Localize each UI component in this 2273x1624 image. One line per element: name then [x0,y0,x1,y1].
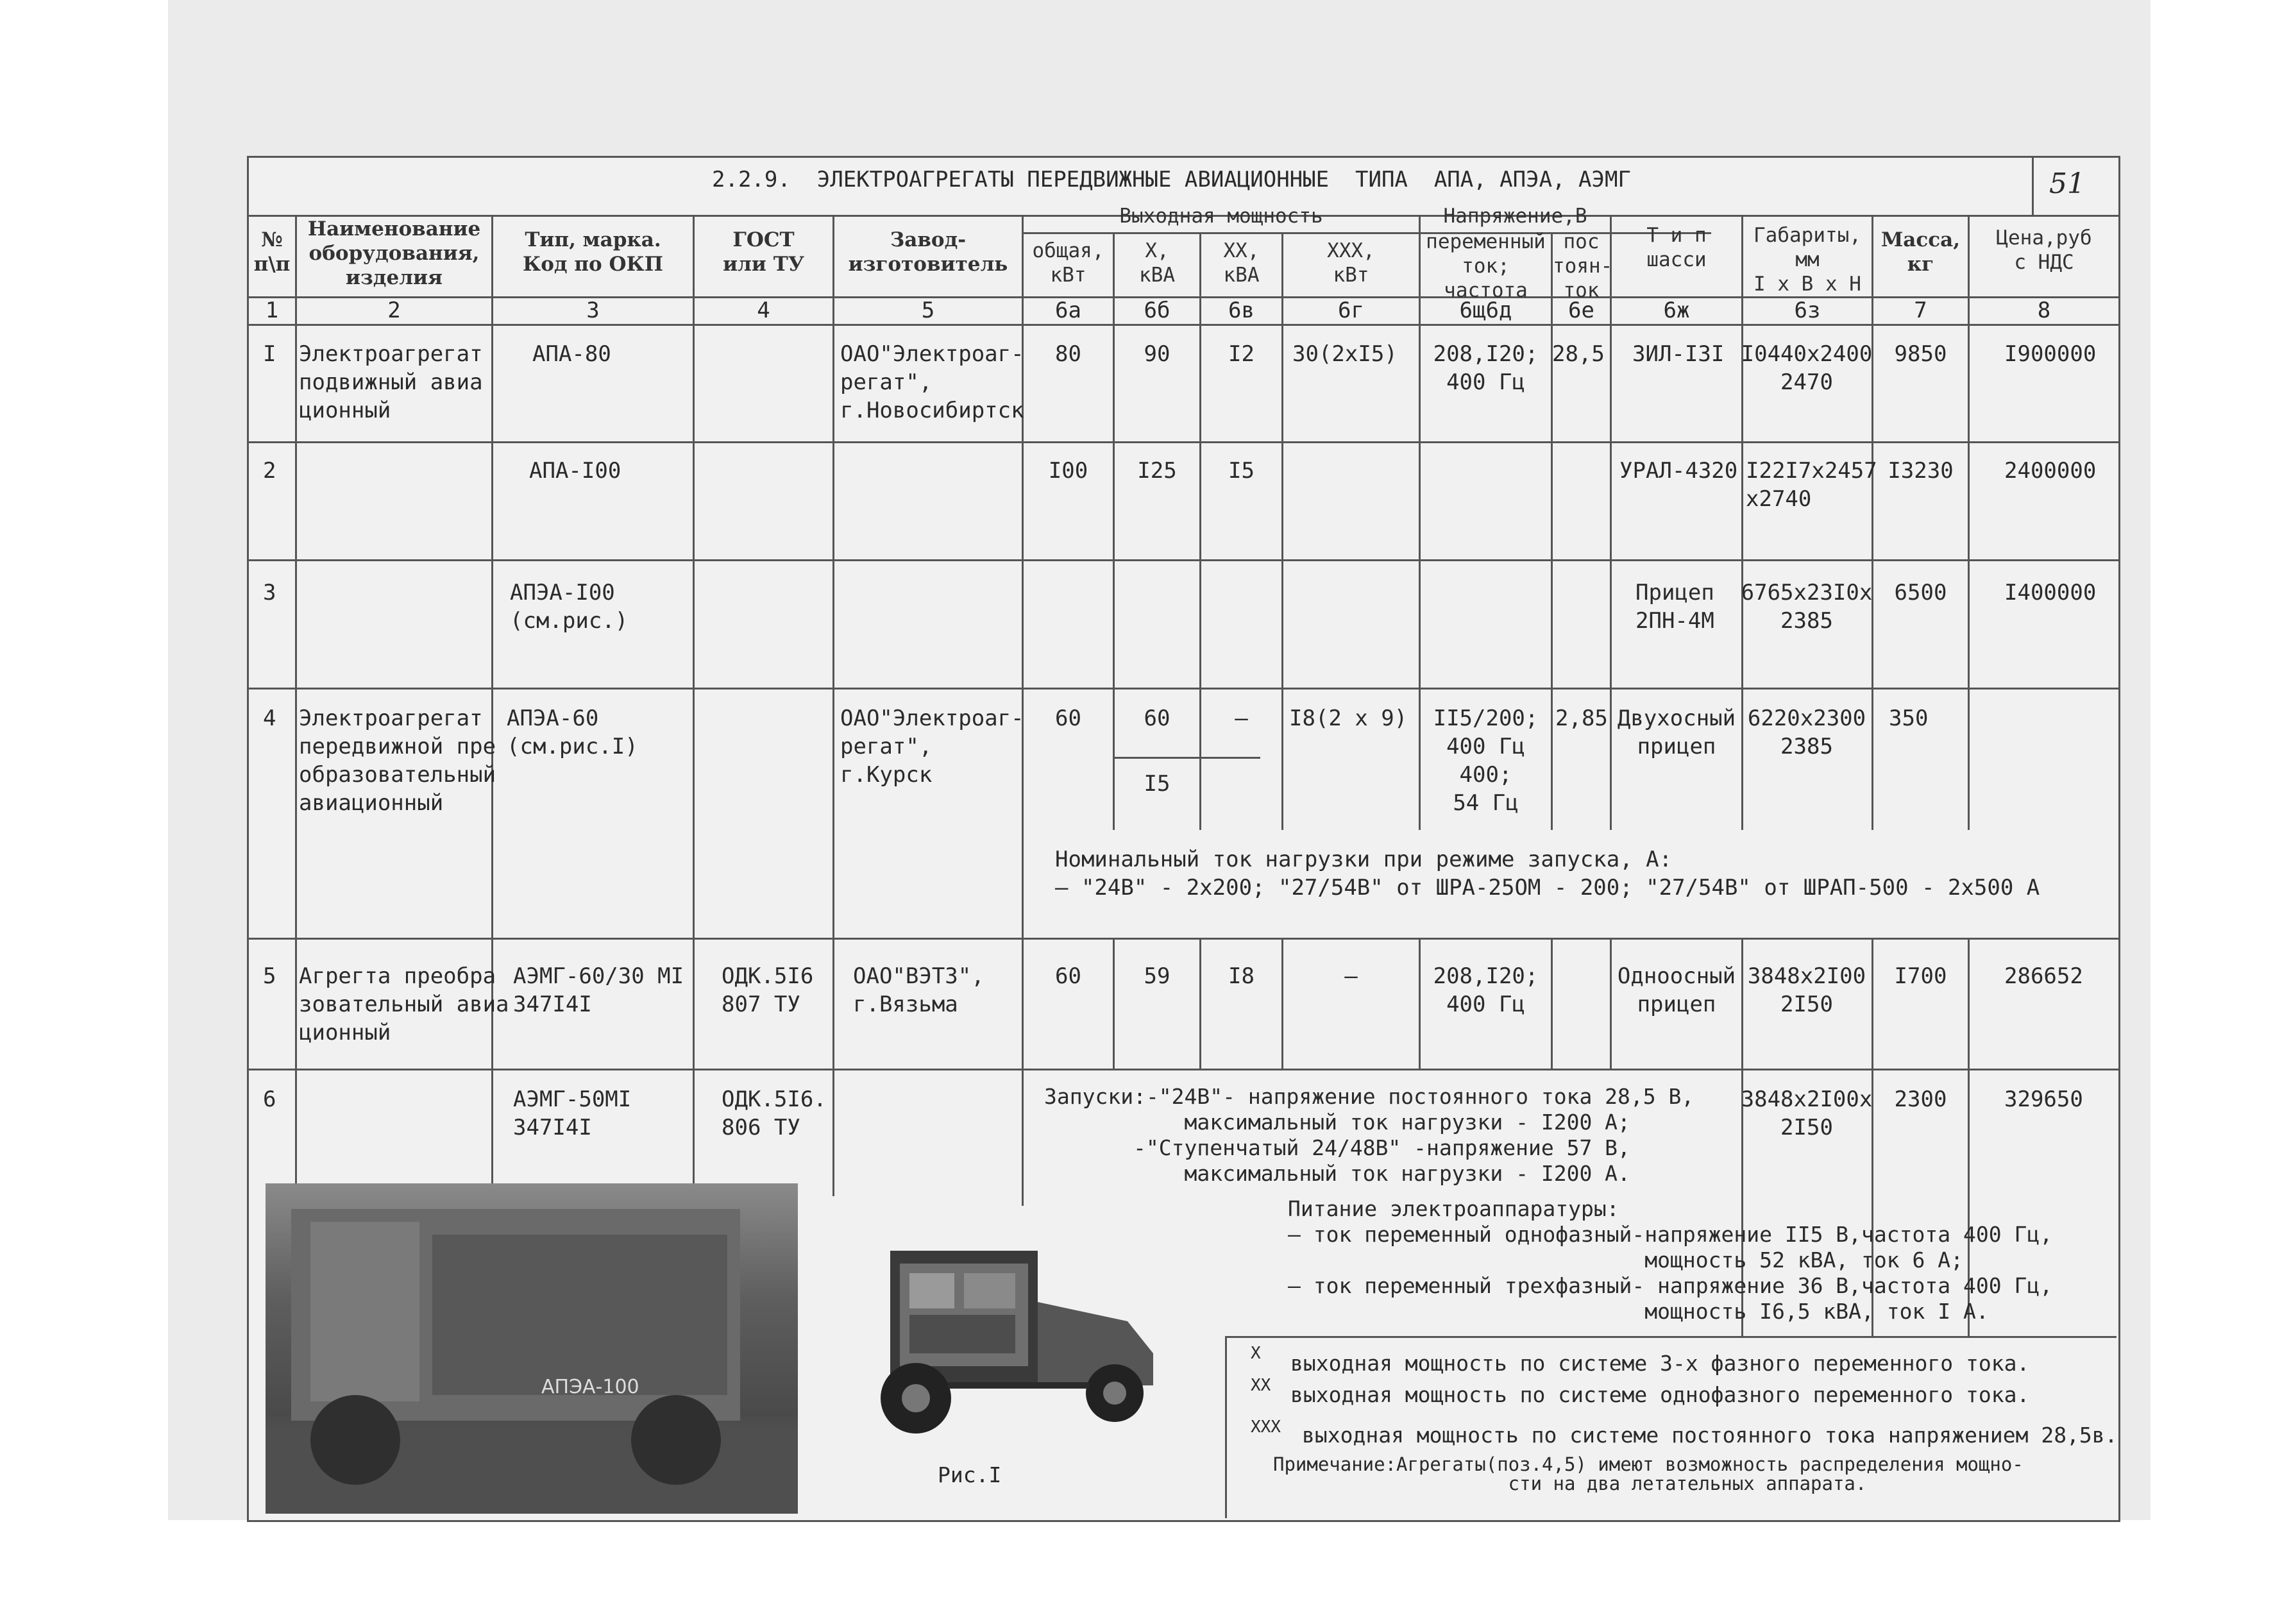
row5-p-x: 59 [1144,963,1170,989]
row5-bottom-line [247,1069,2118,1070]
colnum-6b: 6б [1144,298,1170,323]
notes-left-line [1225,1336,1227,1518]
nominal-current-text: Номинальный ток нагрузки при режиме запуска, А: – "24В" - 2x200; "27/54В" от ШРА-25ОМ - 200; "27/54В" от ШРАП-500 - 2x500 А [1055,847,2040,901]
row5-num: 5 [263,963,276,989]
header-p-xxx: ХХХ, кВт [1327,239,1375,287]
row4-num: 4 [263,706,276,731]
colnum-3: 3 [586,298,600,323]
header-price: Цена,руб с НДС [1996,226,2092,274]
row4-v-dc: 2,85 [1555,706,1608,731]
row4-p-xxx: I8(2 x 9) [1289,706,1408,731]
row3-dims: 6765x23I0x 2385 [1741,580,1873,634]
header-v-ac: переменный ток; частота [1426,230,1546,302]
row5-chassis: Одноосный прицеп [1617,963,1736,1017]
row6-type: АЭМГ-50МI 347I4I [513,1087,632,1140]
row4-maker: ОАО"Электроаг- регат", г.Курск [840,706,1024,788]
colnum-1: 1 [265,298,279,323]
page-number-divider [2032,156,2034,215]
row4-type: АПЭА-60 (см.рис.I) [507,706,638,759]
row4-p-total: 60 [1055,706,1081,731]
page-title: 2.2.9. ЭЛЕКТРОАГРЕГАТЫ ПЕРЕДВИЖНЫЕ АВИАЦИОННЫЕ ТИПА АПА, АПЭА, АЭМГ [712,167,1631,192]
note-xx-text: выходная мощность по системе однофазного переменного тока. [1290,1382,2030,1407]
row1-chassis: ЗИЛ-I3I [1632,341,1725,367]
colnum-6g: 6г [1338,298,1364,323]
header-p-xx: ХХ, кВА [1223,239,1260,287]
row2-type: АПА-I00 [529,458,621,484]
header-gost: ГОСТ или ТУ [723,228,804,276]
row5-type: АЭМГ-60/30 МI 347I4I [513,963,684,1017]
row2-dims: I22I7x2457 x2740 [1746,458,1877,512]
header-v-dc: пос тоян- ток [1553,230,1613,302]
row4-v-ac: II5/200; 400 Гц 400; 54 Гц [1433,706,1539,816]
row4-chassis: Двухосный прицеп [1617,706,1736,759]
row2-num: 2 [263,458,276,484]
vline-4 [832,215,834,1196]
row3-mass: 6500 [1894,580,1947,605]
row5-dims: 3848x2I00 2I50 [1747,963,1866,1017]
row3-chassis: Прицеп 2ПН-4М [1635,580,1714,634]
header-chassis: Т и п шасси [1646,224,1707,271]
colnum-2: 2 [387,298,401,323]
row6-num: 6 [263,1087,276,1112]
colnum-6v: 6в [1228,298,1255,323]
row4-p-xx: – [1235,706,1248,731]
header-maker: Завод- изготовитель [848,228,1008,276]
row5-maker: ОАО"ВЭТЗ", г.Вязьма [853,963,984,1017]
photo-label: АПЭА-100 [541,1376,639,1398]
row1-name: Электроагрегат подвижный авиа ционный [299,341,483,423]
row4-bottom-line [247,938,2118,940]
row6-gost: ОДК.5I6. 806 ТУ [722,1087,827,1140]
row1-maker: ОАО"Электроаг- регат", г.Новосибиртск [840,341,1024,423]
vline-6b [1113,938,1115,1069]
row5-v-ac: 208,I20; 400 Гц [1433,963,1539,1017]
colnum-6a: 6а [1055,298,1081,323]
notes-top-line [1225,1336,2117,1338]
colnum-7: 7 [1914,298,1927,323]
header-type: Тип, марка. Код по ОКП [523,228,663,276]
header-num: № п\п [253,228,291,276]
header-p-x: Х, кВА [1139,239,1175,287]
colnum-6e: 6е [1568,298,1594,323]
figure-vehicle-drawing [845,1225,1179,1443]
colnum-5: 5 [921,298,935,323]
row1-mass: 9850 [1894,341,1947,367]
row1-p-xxx: 30(2xI5) [1292,341,1398,367]
row2-p-total: I00 [1048,458,1088,484]
row4-mass: 350 [1889,706,1929,731]
row6-price: 329650 [2004,1087,2083,1112]
note-xxx-mark: ХХХ [1251,1417,1281,1437]
note-x-text: выходная мощность по системе 3-х фазного переменного тока. [1290,1351,2030,1376]
equipment-photo [266,1183,798,1514]
row4-p-x2: I5 [1144,771,1170,797]
row3-type: АПЭА-I00 (см.рис.) [510,580,629,634]
colnum-6zh: 6ж [1663,298,1690,323]
row1-v-dc: 28,5 [1552,341,1605,367]
vline-1 [295,215,297,1190]
header-power-group: Выходная мощность [1119,205,1323,228]
header-p-total: общая, кВт [1032,239,1104,287]
colnum-6d: 6щ6д [1459,298,1512,323]
row6-dims: 3848x2I00x 2I50 [1741,1087,1873,1140]
header-voltage-group: Напряжение,В [1443,205,1587,228]
row1-bottom-line [247,441,2118,443]
row2-p-x: I25 [1137,458,1177,484]
row6-mass: 2300 [1894,1087,1947,1112]
row2-bottom-line [247,559,2118,561]
row1-p-xx: I2 [1228,341,1255,367]
vline-7b [1199,938,1201,1069]
vline-3 [693,215,695,1190]
row4-dims: 6220x2300 2385 [1747,706,1866,759]
note-xxx-text: выходная мощность по системе постоянного тока напряжением 28,5в. [1302,1423,2118,1448]
row2-p-xx: I5 [1228,458,1255,484]
row5-p-xx: I8 [1228,963,1255,989]
photo-shapes [266,1183,798,1514]
row5-name: Агрегта преобра зовательный авиа ционный [299,963,509,1045]
row5-p-xxx: – [1344,963,1358,989]
note-x-mark: Х [1251,1344,1261,1363]
row1-v-ac: 208,I20; 400 Гц [1433,341,1539,395]
header-mass: Масса, кг [1880,228,1961,276]
row5-mass: I700 [1894,963,1947,989]
launches-text: Запуски:-"24В"- напряжение постоянного тока 28,5 В, максимальный ток нагрузки - I200 А; -"Ступенчатый 24/48В" -напряжение 57 В, максимальный ток нагрузки - I200 А. [1044,1084,1694,1186]
row1-dims: I0440x2400 2470 [1741,341,1873,395]
row2-chassis: УРАЛ-4320 [1619,458,1738,484]
row2-mass: I3230 [1888,458,1954,484]
header-dims: Габариты, мм I x B x H [1753,224,1861,296]
row4-split-line [1113,757,1260,759]
page-number: 51 [2049,167,2085,200]
row5-price: 286652 [2004,963,2083,989]
row1-num: I [263,341,276,367]
header-name: Наименование оборудования, изделия [307,217,481,289]
row1-p-total: 80 [1055,341,1081,367]
figure-caption: Рис.I [938,1462,1002,1487]
note-xx-mark: ХХ [1251,1376,1271,1395]
colnum-6z: 6з [1794,298,1821,323]
row3-price: I400000 [2004,580,2097,605]
colnum-8: 8 [2037,298,2051,323]
vline-10b [1551,938,1553,1069]
row1-type: АПА-80 [532,341,611,367]
row4-name: Электроагрегат передвижной пре образовательный авиационный [299,706,496,816]
row5-gost: ОДК.5I6 807 ТУ [722,963,814,1017]
row1-price: I900000 [2004,341,2097,367]
row5-p-total: 60 [1055,963,1081,989]
row2-price: 2400000 [2004,458,2097,484]
power-supply-text: Питание электроаппаратуры: – ток переменный однофазный-напряжение II5 В,частота 400 Гц, мощность 52 кВА, ток 6 А; – ток переменный трехфазный- напряжение 36 В,частота 400 Гц, мощность I6,5 кВА, ток I А. [1288,1196,2053,1324]
row4-p-x: 60 [1144,706,1170,731]
colnum-4: 4 [757,298,770,323]
note-remark: Примечание:Агрегаты(поз.4,5) имеют возможность распределения мощно- сти на два летательных аппарата. [1273,1453,2024,1494]
row3-num: 3 [263,580,276,605]
row3-bottom-line [247,688,2118,689]
vline-8b [1281,938,1283,1069]
row1-p-x: 90 [1144,341,1170,367]
